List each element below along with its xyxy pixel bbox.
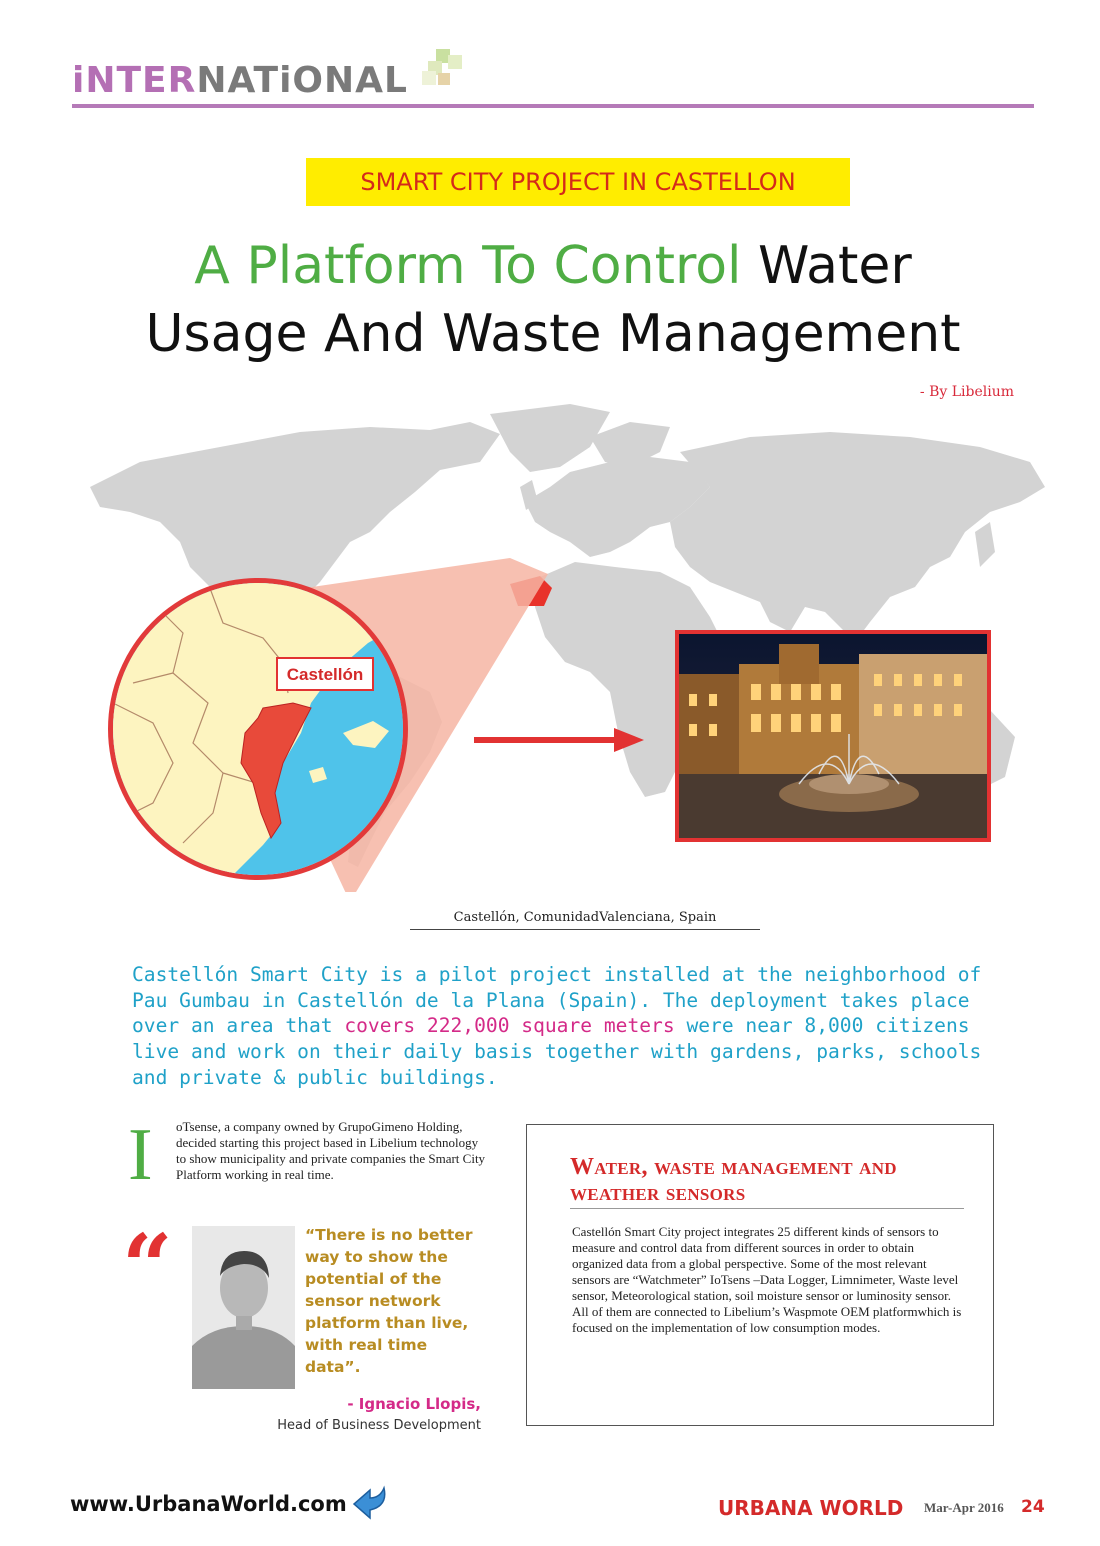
intro-highlight: covers 222,000 square meters bbox=[344, 1014, 675, 1038]
castellon-label: Castellón bbox=[286, 665, 364, 684]
header-rule bbox=[72, 104, 1034, 108]
page-number: 24 bbox=[1021, 1497, 1045, 1517]
sidebar-title: Water, waste management and weather sensors bbox=[570, 1154, 897, 1206]
back-arrow-icon[interactable] bbox=[350, 1482, 392, 1524]
castellon-label-callout bbox=[277, 658, 373, 690]
map-caption: Castellón, ComunidadValenciana, Spain bbox=[410, 910, 760, 930]
red-arrow bbox=[474, 728, 644, 752]
decorative-squares bbox=[418, 45, 468, 95]
drop-cap: I bbox=[128, 1114, 153, 1196]
section-label bbox=[72, 60, 408, 101]
castellon-inset-map bbox=[108, 578, 408, 880]
intro-text-2: were near 8,000 citizens live and work on their daily basis together with gardens, parks, schools and private & public buildings. bbox=[132, 1014, 982, 1089]
footer-website[interactable]: www.UrbanaWorld.com bbox=[70, 1492, 347, 1516]
section-label-part1: iNTER bbox=[72, 60, 197, 101]
byline: - By Libelium bbox=[919, 384, 1014, 400]
region-map bbox=[113, 583, 403, 875]
quote-mark: “ bbox=[122, 1214, 173, 1318]
body-text-left: oTsense, a company owned by GrupoGimeno Holding, decided starting this project based in Libelium technology to show municipality and private companies the Smart City Platform working in real time. bbox=[176, 1119, 486, 1182]
intro-paragraph bbox=[132, 962, 1002, 1091]
sidebar-body: Castellón Smart City project integrates 25 different kinds of sensors to measure and control data from different sources in order to obtain organized data from a global perspective. Some of the most relevant sensors are “Watchmeter” IoTsens –Data Logger, Limnimeter, Waste level sensor, Meteorological station, soil moisture sensor or luminosity sensor. All of them are connected to Libelium’s Waspmote OEM platformwhich is focused on the implementation of low consumption modes. bbox=[572, 1224, 962, 1335]
headline-green: A Platform To Control bbox=[194, 236, 742, 296]
intro-text-1: Castellón Smart City is a pilot project installed at the neighborhood of Pau Gumbau in Castellón de la Plana (Spain). The deployment takes place over an area that bbox=[132, 963, 982, 1038]
night-square-image bbox=[679, 634, 987, 838]
sidebar-rule bbox=[570, 1208, 964, 1209]
footer-issue-date: Mar-Apr 2016 bbox=[924, 1500, 1004, 1515]
headline-line2: Usage And Waste Management bbox=[145, 304, 961, 364]
quote-author-role: Head of Business Development bbox=[277, 1418, 481, 1433]
kicker-banner: SMART CITY PROJECT IN CASTELLON bbox=[306, 158, 850, 206]
footer-brand: URBANA WORLD bbox=[718, 1496, 904, 1520]
quote-author: - Ignacio Llopis, bbox=[347, 1395, 481, 1413]
headline-rest: Water bbox=[741, 236, 912, 296]
headline bbox=[72, 232, 1034, 368]
portrait-photo bbox=[192, 1226, 295, 1389]
pull-quote: “There is no better way to show the potential of the sensor network platform than live, with real time data”. bbox=[305, 1226, 473, 1376]
section-label-part2: NATiONAL bbox=[196, 60, 408, 101]
city-hall-photo bbox=[675, 630, 991, 842]
